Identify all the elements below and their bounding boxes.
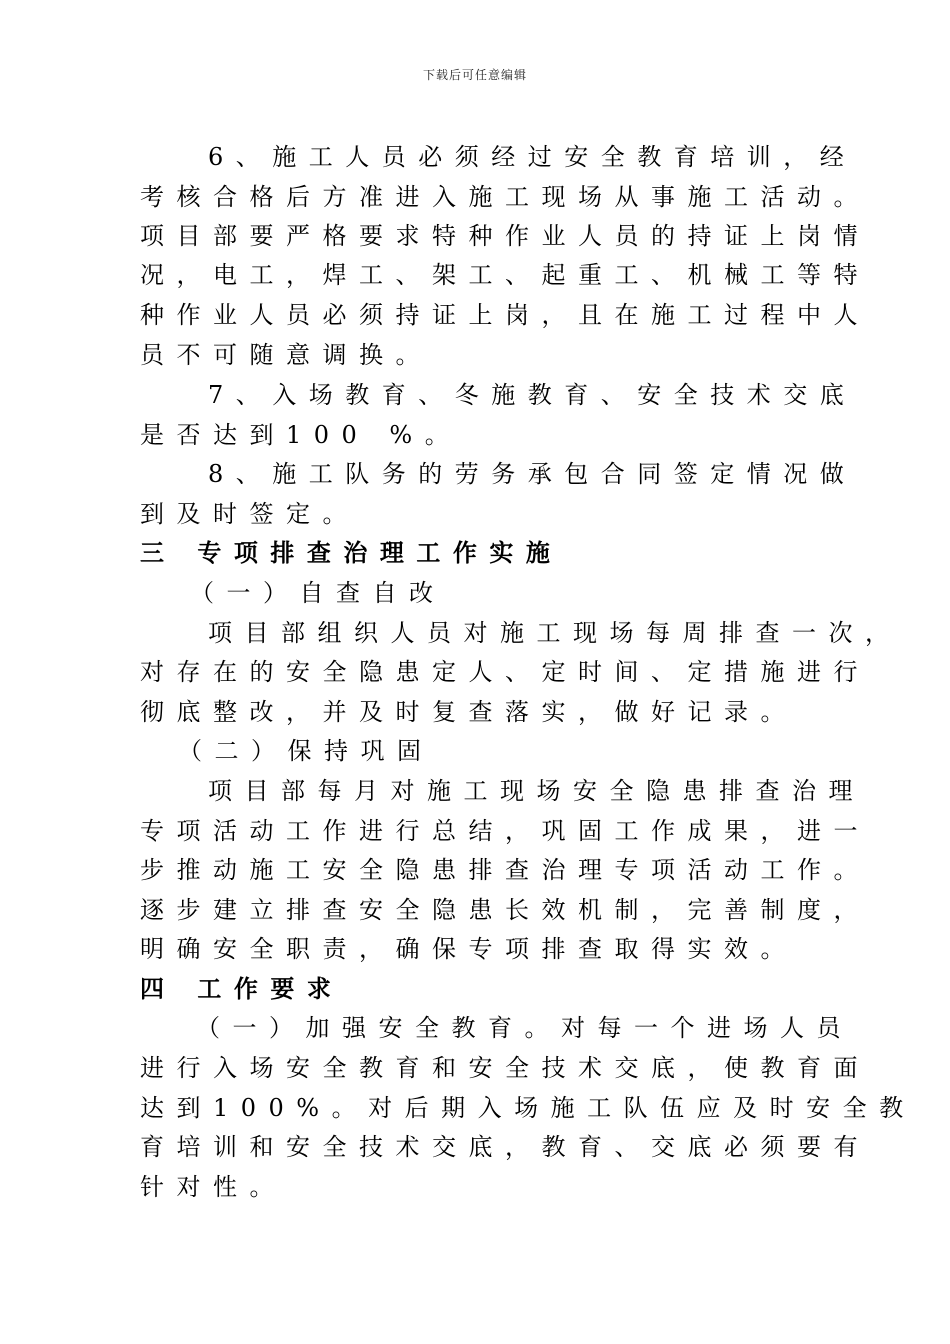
paragraph-line: 考核合格后方准进入施工现场从事施工活动。 xyxy=(140,183,870,211)
subsection-heading: （二）保持巩固 xyxy=(178,737,434,765)
paragraph-line: 种作业人员必须持证上岗，且在施工过程中人 xyxy=(140,301,870,329)
paragraph-line: 对存在的安全隐患定人、定时间、定措施进行 xyxy=(140,658,870,686)
paragraph-line: 6、施工人员必须经过安全教育培训，经 xyxy=(208,143,857,171)
paragraph-line: （一）加强安全教育。对每一个进场人员 xyxy=(196,1014,853,1042)
paragraph-line: 育培训和安全技术交底，教育、交底必须要有 xyxy=(140,1133,870,1161)
paragraph-line: 项目部每月对施工现场安全隐患排查治理 xyxy=(208,777,865,805)
paragraph-line: 达到100%。对后期入场施工队伍应及时安全教 xyxy=(140,1094,916,1122)
subsection-heading: （一）自查自改 xyxy=(190,579,446,607)
paragraph-line: 彻底整改，并及时复查落实，做好记录。 xyxy=(140,698,797,726)
paragraph-line: 针对性。 xyxy=(140,1173,286,1201)
paragraph-line: 步推动施工安全隐患排查治理专项活动工作。 xyxy=(140,856,870,884)
paragraph-line: 是否达到100 %。 xyxy=(140,421,462,449)
section-heading: 三 专项排查治理工作实施 xyxy=(140,539,563,567)
paragraph-line: 进行入场安全教育和安全技术交底，使教育面 xyxy=(140,1054,870,1082)
paragraph-line: 逐步建立排查安全隐患长效机制，完善制度， xyxy=(140,896,870,924)
paragraph-line: 到及时签定。 xyxy=(140,500,359,528)
page-header-note: 下载后可任意编辑 xyxy=(422,68,527,82)
paragraph-line: 明确安全职责，确保专项排查取得实效。 xyxy=(140,935,797,963)
paragraph-line: 7、入场教育、冬施教育、安全技术交底 xyxy=(208,381,857,409)
paragraph-line: 项目部要严格要求特种作业人员的持证上岗情 xyxy=(140,222,870,250)
paragraph-line: 项目部组织人员对施工现场每周排查一次， xyxy=(208,619,902,647)
paragraph-line: 员不可随意调换。 xyxy=(140,341,432,369)
paragraph-line: 8、施工队务的劳务承包合同签定情况做 xyxy=(208,460,857,488)
section-heading: 四 工作要求 xyxy=(140,975,344,1003)
paragraph-line: 况，电工，焊工、架工、起重工、机械工等特 xyxy=(140,261,870,289)
paragraph-line: 专项活动工作进行总结，巩固工作成果，进一 xyxy=(140,817,870,845)
